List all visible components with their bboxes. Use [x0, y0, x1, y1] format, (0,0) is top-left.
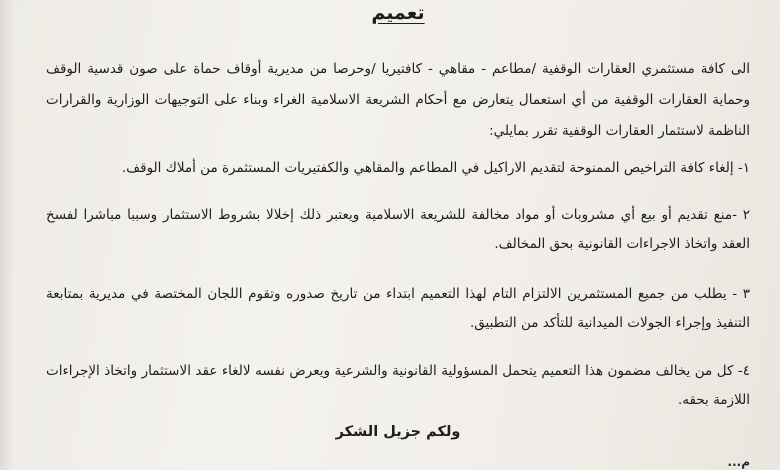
intro-paragraph: الى كافة مستثمري العقارات الوقفية /مطاعم - مقاهي - كافتيريا /وحرصا من مديرية أوقاف حماة على صون قدسية الوقف وحماية العقارات الوقفية من أي استعمال يتعارض مع أحكام الشريعة الاسلامية الغراء وبناء على التوجيهات الوزارية والقرارات الناظمة لاستثمار العقارات الوقفية تقرر بمايلي: [46, 61, 750, 139]
document-title: تعميم [371, 2, 425, 24]
partial-signature-text: م... [727, 455, 750, 469]
circular-document [46, 0, 750, 470]
decision-item-4: ٤- كل من يخالف مضمون هذا التعميم يتحمل المسؤولية القانونية والشرعية ويعرض نفسه لالغاء عقد الاستثمار واتخاذ الإجراءات اللازمة بحقه. [46, 363, 750, 408]
decision-item-2: ٢ -منع تقديم أو بيع أي مشروبات أو مواد مخالفة للشريعة الاسلامية ويعتبر ذلك إخلالا بشروط الاستثمار وسببا مباشرا لفسخ العقد واتخاذ الاجراءات القانونية بحق المخالف. [46, 207, 750, 252]
closing-line: ولكم جزيل الشكر [335, 424, 461, 440]
page-edge-shadow [0, 0, 14, 470]
decision-item-3: ٣ - يطلب من جميع المستثمرين الالتزام التام لهذا التعميم ابتداء من تاريخ صدوره وتقوم اللجان المختصة في مديرية بمتابعة التنفيذ وإجراء الجولات الميدانية للتأكد من التطبيق. [46, 286, 750, 331]
decision-item-1: ١- إلغاء كافة التراخيص الممنوحة لتقديم الاراكيل في المطاعم والمقاهي والكفتيريات المستثمرة من أملاك الوقف. [121, 160, 750, 176]
